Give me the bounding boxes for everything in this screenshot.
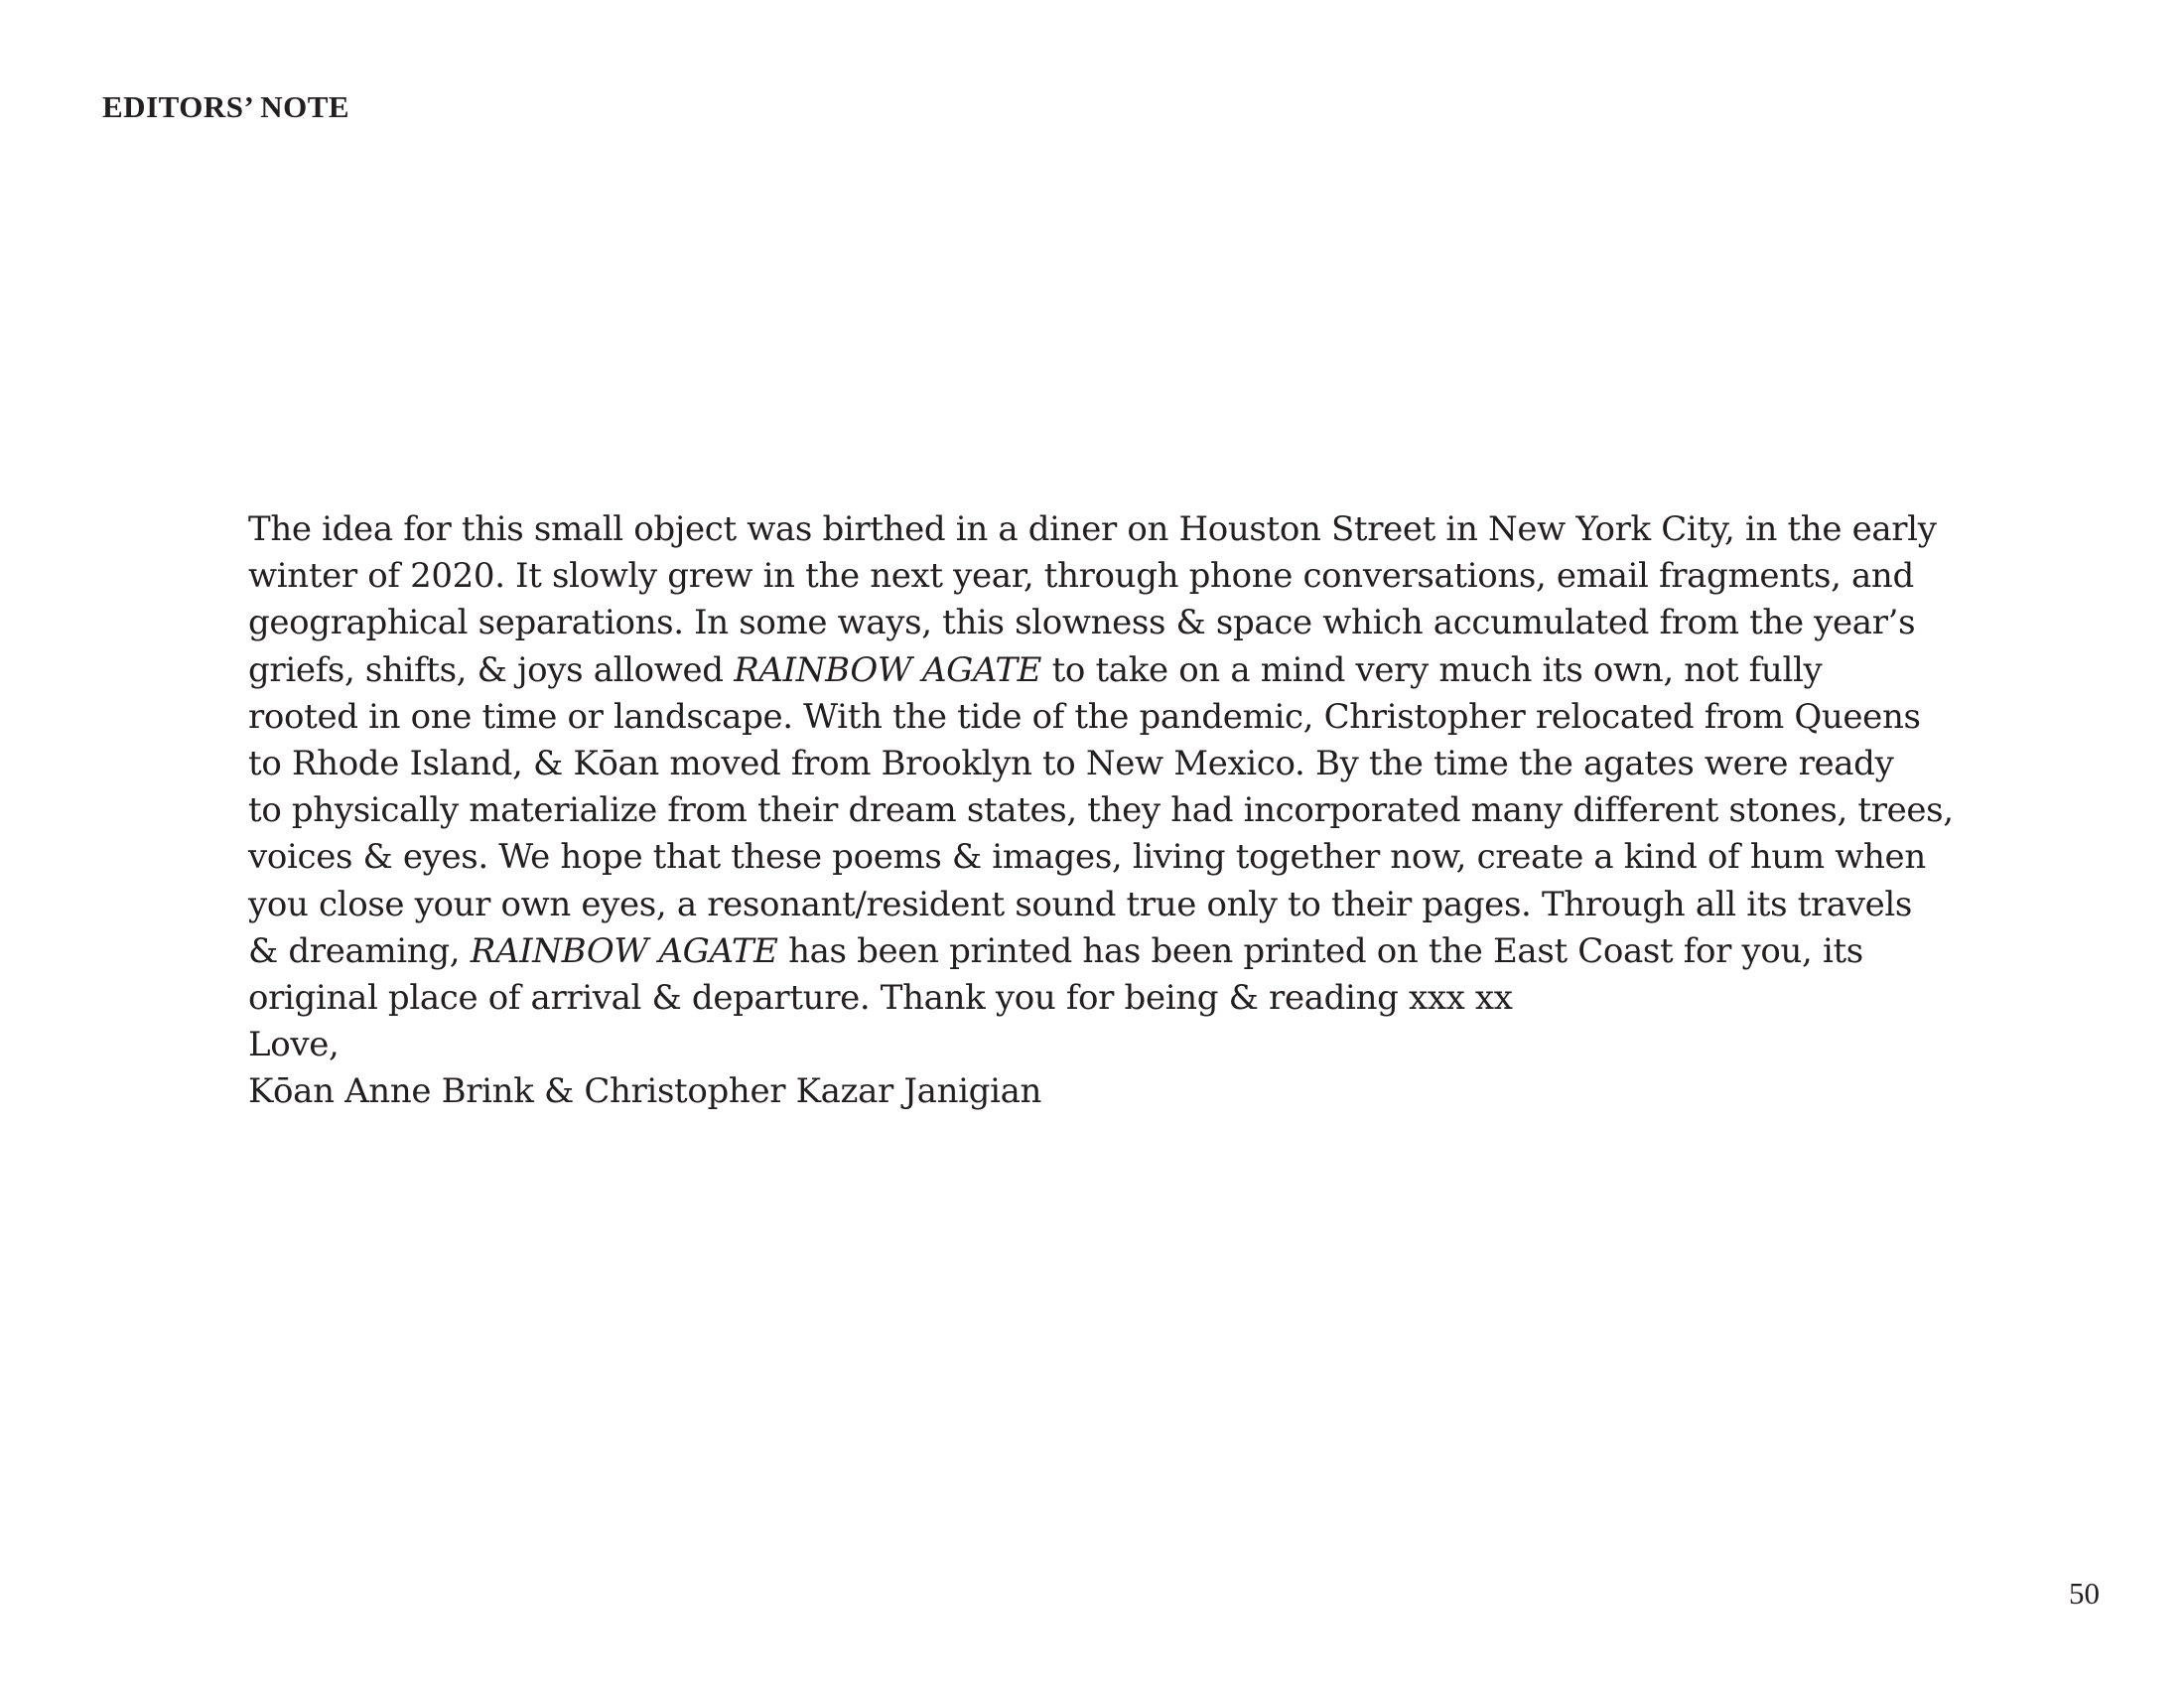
line-text: griefs, shifts, & joys allowed (248, 649, 735, 690)
editors-note-body (248, 506, 1995, 1116)
paragraph-line: original place of arrival & departure. Thank you for being & reading xxx xx (248, 978, 1513, 1019)
paragraph-line (248, 647, 1995, 694)
paragraph-line (248, 928, 1995, 975)
section-heading: EDITORS’ NOTE (102, 89, 350, 124)
note-paragraph (248, 506, 1995, 1022)
line-text: to take on a mind very much its own, not fully (1041, 649, 1823, 690)
paragraph-line: winter of 2020. It slowly grew in the next year, through phone conversations, email fragments, and (248, 556, 1914, 597)
signature: Kōan Anne Brink & Christopher Kazar Janigian (248, 1071, 1042, 1112)
paragraph-line: The idea for this small object was birthed in a diner on Houston Street in New York City, in the early (248, 509, 1937, 549)
line-text: & dreaming, (248, 930, 471, 971)
book-title: RAINBOW AGATE (734, 649, 1042, 690)
paragraph-line: geographical separations. In some ways, this slowness & space which accumulated from the year’s (248, 603, 1916, 643)
book-title: RAINBOW AGATE (470, 930, 778, 971)
paragraph-line: you close your own eyes, a resonant/resident sound true only to their pages. Through all its travels (248, 884, 1913, 924)
paragraph-line: rooted in one time or landscape. With the tide of the pandemic, Christopher relocated from Queens (248, 696, 1921, 737)
paragraph-line: voices & eyes. We hope that these poems & images, living together now, create a kind of hum when (248, 837, 1926, 878)
page-number: 50 (2069, 1576, 2100, 1611)
paragraph-line: to physically materialize from their dream states, they had incorporated many different stones, trees, (248, 790, 1954, 831)
line-text: has been printed has been printed on the East Coast for you, its (777, 930, 1863, 971)
paragraph-line: to Rhode Island, & Kōan moved from Brooklyn to New Mexico. By the time the agates were ready (248, 744, 1894, 784)
closing-salutation: Love, (248, 1025, 340, 1065)
